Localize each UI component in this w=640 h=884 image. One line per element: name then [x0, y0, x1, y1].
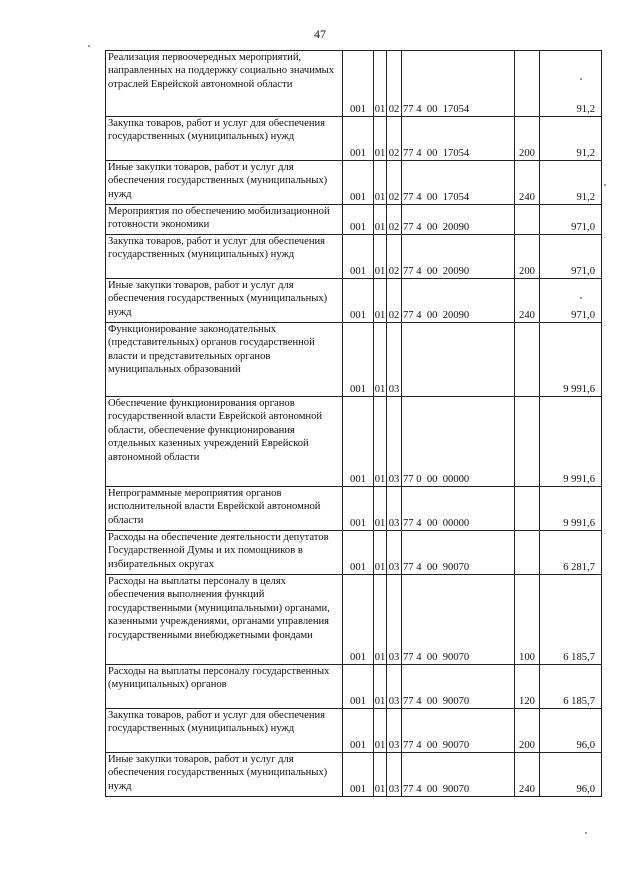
- row-target-article: 77 4 00 90070: [402, 531, 515, 575]
- row-target-article: [402, 323, 515, 397]
- table-row: [106, 753, 602, 797]
- row-name: Расходы на выплаты персоналу государственных (муниципальных) органов: [106, 665, 343, 709]
- row-amount: 9 991,6: [540, 323, 602, 397]
- row-expense-type: [515, 487, 540, 531]
- row-amount: 91,2: [540, 117, 602, 161]
- row-target-article: 77 4 00 90070: [402, 709, 515, 753]
- row-amount: 9 991,6: [540, 487, 602, 531]
- table-row: [106, 487, 602, 531]
- row-section-code: 01: [374, 323, 387, 397]
- row-amount: 971,0: [540, 205, 602, 235]
- row-amount: 971,0: [540, 235, 602, 279]
- row-target-article: 77 4 00 17054: [402, 117, 515, 161]
- row-name: Реализация первоочередных мероприятий, направленных на поддержку социально значимых отраслей Еврейской автономной области: [106, 51, 343, 117]
- row-target-article: 77 4 00 17054: [402, 161, 515, 205]
- scan-speck: [580, 78, 582, 80]
- row-expense-type: 240: [515, 161, 540, 205]
- row-admin-code: 001: [343, 161, 374, 205]
- row-amount: 971,0: [540, 279, 602, 323]
- row-admin-code: 001: [343, 487, 374, 531]
- row-expense-type: 200: [515, 117, 540, 161]
- table-row: [106, 531, 602, 575]
- row-admin-code: 001: [343, 323, 374, 397]
- row-target-article: 77 4 00 20090: [402, 279, 515, 323]
- row-admin-code: 001: [343, 531, 374, 575]
- row-target-article: 77 4 00 90070: [402, 575, 515, 665]
- table-row: [106, 575, 602, 665]
- row-section-code: 01: [374, 235, 387, 279]
- row-section-code: 01: [374, 397, 387, 487]
- row-section-code: 01: [374, 665, 387, 709]
- row-admin-code: 001: [343, 397, 374, 487]
- row-section-code: 01: [374, 531, 387, 575]
- table-body: [106, 51, 602, 797]
- row-name: Закупка товаров, работ и услуг для обеспечения государственных (муниципальных) нужд: [106, 709, 343, 753]
- row-target-article: 77 4 00 20090: [402, 235, 515, 279]
- row-admin-code: 001: [343, 51, 374, 117]
- row-section-code: 01: [374, 279, 387, 323]
- budget-table: [105, 50, 602, 797]
- row-name: Иные закупки товаров, работ и услуг для обеспечения государственных (муниципальных) нужд: [106, 161, 343, 205]
- row-name: Иные закупки товаров, работ и услуг для обеспечения государственных (муниципальных) нужд: [106, 279, 343, 323]
- row-admin-code: 001: [343, 117, 374, 161]
- scan-speck: [604, 184, 606, 186]
- row-section-code: 01: [374, 161, 387, 205]
- row-target-article: 77 4 00 00000: [402, 487, 515, 531]
- row-amount: 6 281,7: [540, 531, 602, 575]
- row-section-code: 01: [374, 575, 387, 665]
- row-subsection-code: 02: [387, 205, 402, 235]
- row-amount: 96,0: [540, 709, 602, 753]
- table-row: [106, 397, 602, 487]
- row-section-code: 01: [374, 117, 387, 161]
- row-name: Обеспечение функционирования органов государственной власти Еврейской автономной области, обеспечение функционирования отдельных казенных учреждений Еврейской автономной области: [106, 397, 343, 487]
- row-expense-type: 120: [515, 665, 540, 709]
- table-row: [106, 665, 602, 709]
- row-name: Закупка товаров, работ и услуг для обеспечения государственных (муниципальных) нужд: [106, 235, 343, 279]
- row-target-article: 77 4 00 20090: [402, 205, 515, 235]
- row-amount: 91,2: [540, 51, 602, 117]
- row-expense-type: 100: [515, 575, 540, 665]
- row-admin-code: 001: [343, 575, 374, 665]
- page-number: 47: [314, 27, 326, 41]
- row-expense-type: 240: [515, 753, 540, 797]
- row-expense-type: [515, 531, 540, 575]
- row-name: Расходы на выплаты персоналу в целях обеспечения выполнения функций государственными (муниципальными) органами, казенными учреждениями, органами управления государственными внебюджетными фондами: [106, 575, 343, 665]
- row-admin-code: 001: [343, 665, 374, 709]
- table-row: [106, 205, 602, 235]
- table-row: [106, 51, 602, 117]
- row-admin-code: 001: [343, 205, 374, 235]
- row-name: Расходы на обеспечение деятельности депутатов Государственной Думы и их помощников в избирательных округах: [106, 531, 343, 575]
- row-expense-type: 200: [515, 709, 540, 753]
- row-name: Мероприятия по обеспечению мобилизационной готовности экономики: [106, 205, 343, 235]
- row-expense-type: [515, 51, 540, 117]
- row-subsection-code: 02: [387, 51, 402, 117]
- row-section-code: 01: [374, 753, 387, 797]
- row-expense-type: [515, 205, 540, 235]
- table-row: [106, 235, 602, 279]
- table-row: [106, 709, 602, 753]
- row-amount: 96,0: [540, 753, 602, 797]
- row-subsection-code: 02: [387, 161, 402, 205]
- scan-speck: [580, 297, 582, 299]
- row-section-code: 01: [374, 51, 387, 117]
- row-target-article: 77 4 00 90070: [402, 753, 515, 797]
- row-amount: 6 185,7: [540, 575, 602, 665]
- row-name: Иные закупки товаров, работ и услуг для обеспечения государственных (муниципальных) нужд: [106, 753, 343, 797]
- row-amount: 91,2: [540, 161, 602, 205]
- row-amount: 6 185,7: [540, 665, 602, 709]
- row-admin-code: 001: [343, 235, 374, 279]
- table-row: [106, 161, 602, 205]
- row-subsection-code: 03: [387, 487, 402, 531]
- row-name: Закупка товаров, работ и услуг для обеспечения государственных (муниципальных) нужд: [106, 117, 343, 161]
- scan-speck: [88, 45, 90, 47]
- row-subsection-code: 03: [387, 753, 402, 797]
- row-expense-type: 200: [515, 235, 540, 279]
- row-subsection-code: 03: [387, 397, 402, 487]
- row-amount: 9 991,6: [540, 397, 602, 487]
- table-row: [106, 279, 602, 323]
- row-subsection-code: 03: [387, 323, 402, 397]
- table-row: [106, 323, 602, 397]
- row-expense-type: [515, 323, 540, 397]
- row-subsection-code: 02: [387, 279, 402, 323]
- row-name: Непрограммные мероприятия органов исполнительной власти Еврейской автономной области: [106, 487, 343, 531]
- row-section-code: 01: [374, 205, 387, 235]
- row-section-code: 01: [374, 487, 387, 531]
- row-subsection-code: 03: [387, 531, 402, 575]
- row-subsection-code: 02: [387, 235, 402, 279]
- row-subsection-code: 02: [387, 117, 402, 161]
- row-subsection-code: 03: [387, 709, 402, 753]
- table-row: [106, 117, 602, 161]
- row-admin-code: 001: [343, 709, 374, 753]
- row-subsection-code: 03: [387, 665, 402, 709]
- row-subsection-code: 03: [387, 575, 402, 665]
- row-target-article: 77 0 00 00000: [402, 397, 515, 487]
- row-target-article: 77 4 00 90070: [402, 665, 515, 709]
- row-expense-type: 240: [515, 279, 540, 323]
- row-admin-code: 001: [343, 279, 374, 323]
- scan-speck: [585, 832, 587, 834]
- row-expense-type: [515, 397, 540, 487]
- row-target-article: 77 4 00 17054: [402, 51, 515, 117]
- row-name: Функционирование законодательных (представительных) органов государственной власти и представительных органов муниципальных образований: [106, 323, 343, 397]
- row-section-code: 01: [374, 709, 387, 753]
- row-admin-code: 001: [343, 753, 374, 797]
